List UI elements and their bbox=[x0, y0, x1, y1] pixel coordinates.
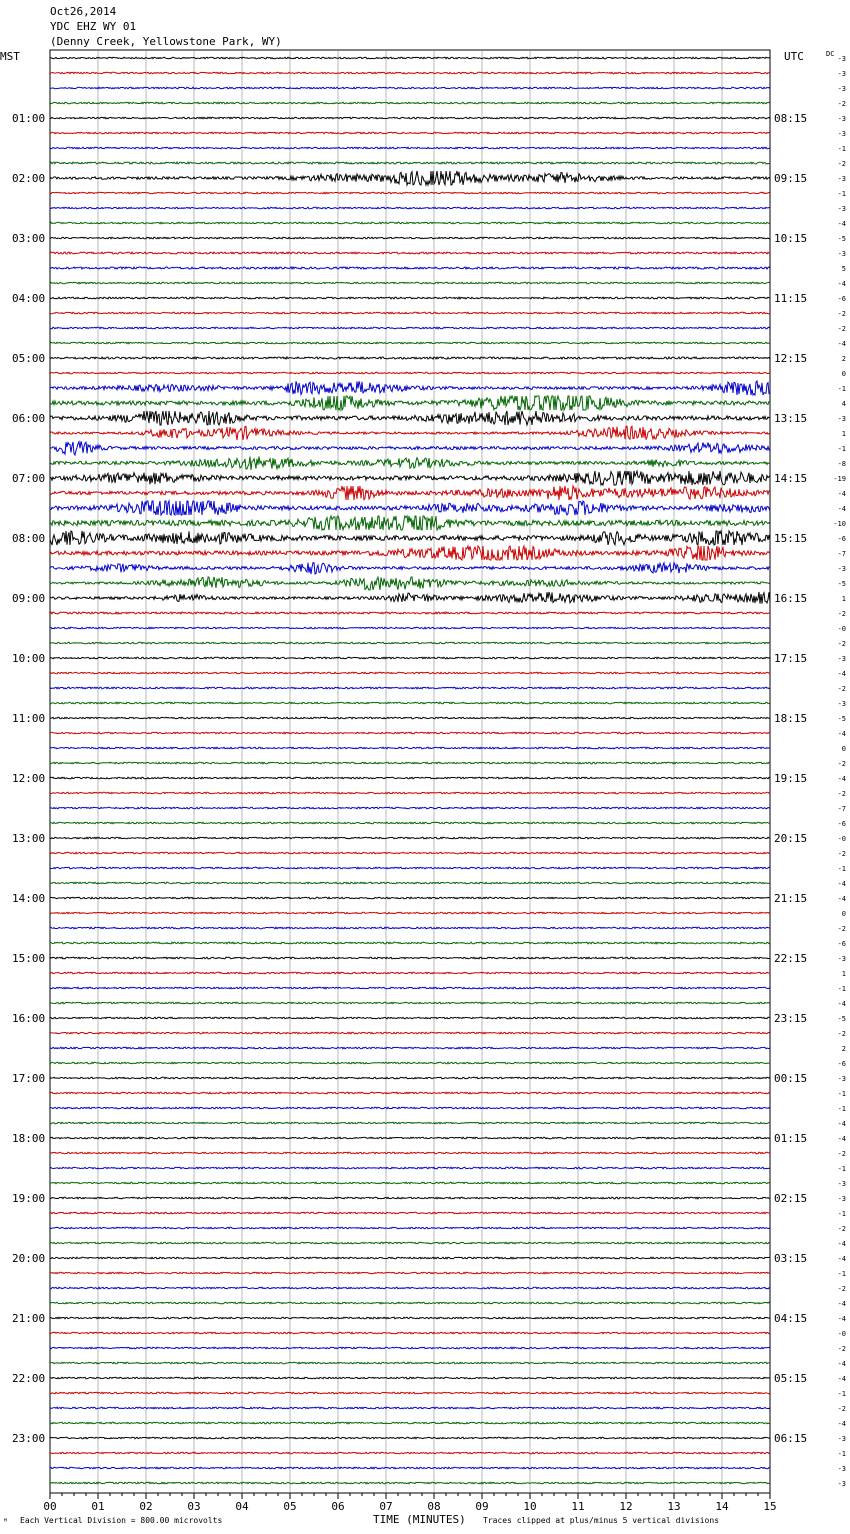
dc-offset-label: -4 bbox=[837, 730, 846, 738]
dc-offset-label: -3 bbox=[837, 655, 846, 663]
dc-offset-label: -2 bbox=[837, 100, 846, 108]
dc-offset-label: -1 bbox=[837, 445, 846, 453]
dc-offset-label: -3 bbox=[837, 565, 846, 573]
dc-label: DC bbox=[826, 50, 835, 58]
trace-row bbox=[50, 762, 770, 764]
dc-offset-label: -4 bbox=[837, 490, 846, 498]
trace-row bbox=[50, 1317, 770, 1319]
trace-row bbox=[50, 1242, 770, 1244]
trace-row bbox=[50, 411, 770, 425]
trace-row bbox=[50, 117, 770, 119]
dc-offset-label: -4 bbox=[837, 1135, 846, 1143]
dc-offset-label: -3 bbox=[837, 130, 846, 138]
mst-hour-label: 15:00 bbox=[12, 952, 46, 965]
dc-offset-label: -6 bbox=[837, 820, 846, 828]
trace-row bbox=[50, 897, 770, 899]
trace-row bbox=[50, 381, 770, 395]
mst-hour-label: 01:00 bbox=[12, 112, 46, 125]
dc-offset-label: -5 bbox=[837, 715, 846, 723]
dc-offset-label: -4 bbox=[837, 280, 846, 288]
utc-hour-label: 20:15 bbox=[774, 832, 808, 845]
scale-note: Each Vertical Division = 800.00 microvolts bbox=[20, 1516, 223, 1525]
x-tick-label: 03 bbox=[187, 1500, 201, 1513]
dc-offset-label: -3 bbox=[837, 115, 846, 123]
dc-offset-label: -3 bbox=[837, 955, 846, 963]
dc-offset-label: -2 bbox=[837, 1225, 846, 1233]
dc-offset-label: -3 bbox=[837, 250, 846, 258]
dc-offset-label: -1 bbox=[837, 1390, 846, 1398]
trace-row bbox=[50, 1452, 770, 1454]
x-tick-label: 07 bbox=[379, 1500, 393, 1513]
x-tick-label: 02 bbox=[139, 1500, 153, 1513]
dc-offset-label: -4 bbox=[837, 1375, 846, 1383]
trace-row bbox=[50, 207, 770, 209]
trace-row bbox=[50, 702, 770, 704]
dc-offset-label: 1 bbox=[841, 595, 846, 603]
trace-row bbox=[50, 87, 770, 89]
trace-row bbox=[50, 577, 770, 590]
mst-hour-label: 02:00 bbox=[12, 172, 46, 185]
trace-row bbox=[50, 162, 770, 164]
mst-hour-label: 10:00 bbox=[12, 652, 46, 665]
dc-offset-label: -0 bbox=[837, 625, 846, 633]
trace-row bbox=[50, 957, 770, 959]
trace-row bbox=[50, 531, 770, 545]
trace-row bbox=[50, 1302, 770, 1304]
trace-row bbox=[50, 1467, 770, 1469]
trace-row bbox=[50, 456, 770, 470]
trace-row bbox=[50, 1212, 770, 1214]
trace-row bbox=[50, 792, 770, 794]
trace-row bbox=[50, 501, 770, 515]
mst-hour-label: 19:00 bbox=[12, 1192, 46, 1205]
trace-row bbox=[50, 1287, 770, 1289]
trace-row bbox=[50, 563, 770, 574]
dc-offset-label: -6 bbox=[837, 1060, 846, 1068]
trace-row bbox=[50, 192, 770, 194]
header-date: Oct26,2014 bbox=[50, 5, 117, 18]
trace-row bbox=[50, 1257, 770, 1259]
plot-frame bbox=[50, 50, 770, 1493]
header-station: YDC EHZ WY 01 bbox=[50, 20, 137, 33]
trace-row bbox=[50, 912, 770, 914]
x-tick-label: 10 bbox=[523, 1500, 537, 1513]
mst-hour-label: 08:00 bbox=[12, 532, 46, 545]
dc-offset-label: -4 bbox=[837, 670, 846, 678]
dc-offset-label: -1 bbox=[837, 1450, 846, 1458]
trace-row bbox=[50, 1122, 770, 1124]
dc-offset-label: -10 bbox=[833, 520, 846, 528]
utc-hour-label: 13:15 bbox=[774, 412, 808, 425]
dc-offset-label: 0 bbox=[841, 910, 846, 918]
trace-row bbox=[50, 1062, 770, 1064]
dc-offset-labels bbox=[833, 55, 846, 1488]
x-tick-label: 01 bbox=[91, 1500, 105, 1513]
trace-row bbox=[50, 1392, 770, 1394]
x-tick-label: 13 bbox=[667, 1500, 681, 1513]
utc-hour-label: 22:15 bbox=[774, 952, 808, 965]
dc-offset-label: -3 bbox=[837, 700, 846, 708]
mst-hour-label: 17:00 bbox=[12, 1072, 46, 1085]
utc-hour-label: 17:15 bbox=[774, 652, 808, 665]
mst-hour-labels bbox=[12, 112, 45, 1445]
trace-row bbox=[50, 441, 770, 455]
x-tick-label: 08 bbox=[427, 1500, 441, 1513]
trace-row bbox=[50, 1422, 770, 1424]
dc-offset-label: -7 bbox=[837, 550, 846, 558]
dc-offset-label: -4 bbox=[837, 1300, 846, 1308]
trace-row bbox=[50, 1017, 770, 1019]
dc-offset-label: -3 bbox=[837, 175, 846, 183]
trace-row bbox=[50, 1272, 770, 1274]
trace-row bbox=[50, 822, 770, 824]
trace-row bbox=[50, 1347, 770, 1349]
trace-row bbox=[50, 1437, 770, 1439]
dc-offset-label: -6 bbox=[837, 295, 846, 303]
dc-offset-label: -2 bbox=[837, 610, 846, 618]
trace-row bbox=[50, 942, 770, 944]
mst-hour-label: 16:00 bbox=[12, 1012, 46, 1025]
mst-hour-label: 06:00 bbox=[12, 412, 46, 425]
utc-hour-label: 23:15 bbox=[774, 1012, 808, 1025]
x-tick-label: 15 bbox=[763, 1500, 777, 1513]
dc-offset-label: 2 bbox=[841, 355, 846, 363]
trace-row bbox=[50, 867, 770, 869]
trace-row bbox=[50, 342, 770, 344]
dc-offset-label: -3 bbox=[837, 70, 846, 78]
dc-offset-label: -1 bbox=[837, 865, 846, 873]
dc-offset-label: -19 bbox=[833, 475, 846, 483]
utc-hour-labels bbox=[774, 112, 807, 1445]
trace-row bbox=[50, 546, 770, 560]
trace-row bbox=[50, 747, 770, 749]
trace-row bbox=[50, 357, 770, 359]
dc-offset-label: -2 bbox=[837, 1285, 846, 1293]
x-tick-label: 06 bbox=[331, 1500, 345, 1513]
dc-offset-label: -2 bbox=[837, 1030, 846, 1038]
dc-offset-label: -2 bbox=[837, 325, 846, 333]
dc-offset-label: -4 bbox=[837, 1360, 846, 1368]
trace-group bbox=[50, 57, 770, 1484]
trace-row bbox=[50, 1407, 770, 1409]
trace-row bbox=[50, 1047, 770, 1049]
dc-offset-label: -3 bbox=[837, 205, 846, 213]
dc-offset-label: -8 bbox=[837, 460, 846, 468]
x-tick-label: 05 bbox=[283, 1500, 297, 1513]
trace-row bbox=[50, 1167, 770, 1169]
trace-row bbox=[50, 1152, 770, 1154]
trace-row bbox=[50, 486, 770, 500]
dc-offset-label: -3 bbox=[837, 415, 846, 423]
dc-offset-label: -4 bbox=[837, 1120, 846, 1128]
dc-offset-label: -3 bbox=[837, 1435, 846, 1443]
dc-offset-label: -3 bbox=[837, 85, 846, 93]
dc-offset-label: -2 bbox=[837, 1405, 846, 1413]
utc-hour-label: 01:15 bbox=[774, 1132, 808, 1145]
utc-hour-label: 18:15 bbox=[774, 712, 808, 725]
dc-offset-label: -2 bbox=[837, 160, 846, 168]
x-tick-label: 14 bbox=[715, 1500, 729, 1513]
utc-hour-label: 14:15 bbox=[774, 472, 808, 485]
minute-grid bbox=[50, 50, 770, 1493]
utc-hour-label: 03:15 bbox=[774, 1252, 808, 1265]
dc-offset-label: -6 bbox=[837, 535, 846, 543]
utc-hour-label: 16:15 bbox=[774, 592, 808, 605]
utc-hour-label: 21:15 bbox=[774, 892, 808, 905]
utc-hour-label: 12:15 bbox=[774, 352, 808, 365]
dc-offset-label: -0 bbox=[837, 835, 846, 843]
trace-row bbox=[50, 882, 770, 884]
dc-offset-label: -1 bbox=[837, 1165, 846, 1173]
dc-offset-label: -3 bbox=[837, 1465, 846, 1473]
dc-offset-label: -4 bbox=[837, 775, 846, 783]
trace-row bbox=[50, 132, 770, 134]
trace-row bbox=[50, 372, 770, 374]
trace-row bbox=[50, 1332, 770, 1334]
x-tick-label: 09 bbox=[475, 1500, 489, 1513]
right-axis-label: UTC bbox=[784, 50, 804, 63]
dc-offset-label: -1 bbox=[837, 1210, 846, 1218]
trace-row bbox=[50, 732, 770, 734]
dc-offset-label: -4 bbox=[837, 220, 846, 228]
left-axis-label: MST bbox=[0, 50, 20, 63]
dc-offset-label: 2 bbox=[841, 1045, 846, 1053]
scale-mark-icon: ᴹ bbox=[3, 1517, 8, 1526]
mst-hour-label: 23:00 bbox=[12, 1432, 46, 1445]
trace-row bbox=[50, 852, 770, 854]
mst-hour-label: 07:00 bbox=[12, 472, 46, 485]
dc-offset-label: -4 bbox=[837, 1255, 846, 1263]
utc-hour-label: 02:15 bbox=[774, 1192, 808, 1205]
trace-row bbox=[50, 1362, 770, 1364]
dc-offset-label: -2 bbox=[837, 1150, 846, 1158]
trace-row bbox=[50, 672, 770, 674]
mst-hour-label: 11:00 bbox=[12, 712, 46, 725]
mst-hour-label: 13:00 bbox=[12, 832, 46, 845]
trace-row bbox=[50, 1077, 770, 1079]
utc-hour-label: 19:15 bbox=[774, 772, 808, 785]
dc-offset-label: -4 bbox=[837, 1000, 846, 1008]
x-tick-label: 04 bbox=[235, 1500, 249, 1513]
trace-row bbox=[50, 1182, 770, 1184]
mst-hour-label: 03:00 bbox=[12, 232, 46, 245]
utc-hour-label: 10:15 bbox=[774, 232, 808, 245]
time-axis bbox=[43, 1493, 776, 1513]
dc-offset-label: -2 bbox=[837, 925, 846, 933]
trace-row bbox=[50, 312, 770, 314]
dc-offset-label: -1 bbox=[837, 1090, 846, 1098]
dc-offset-label: -3 bbox=[837, 55, 846, 63]
utc-hour-label: 06:15 bbox=[774, 1432, 808, 1445]
dc-offset-label: -0 bbox=[837, 1330, 846, 1338]
dc-offset-label: -2 bbox=[837, 310, 846, 318]
utc-hour-label: 08:15 bbox=[774, 112, 808, 125]
dc-offset-label: -2 bbox=[837, 685, 846, 693]
trace-row bbox=[50, 657, 770, 659]
trace-row bbox=[50, 1107, 770, 1109]
trace-row bbox=[50, 516, 770, 530]
trace-row bbox=[50, 612, 770, 614]
dc-offset-label: -2 bbox=[837, 760, 846, 768]
trace-row bbox=[50, 1137, 770, 1139]
mst-hour-label: 22:00 bbox=[12, 1372, 46, 1385]
trace-row bbox=[50, 426, 770, 440]
trace-row bbox=[50, 927, 770, 929]
dc-offset-label: -4 bbox=[837, 1240, 846, 1248]
x-tick-label: 12 bbox=[619, 1500, 633, 1513]
trace-row bbox=[50, 717, 770, 719]
trace-row bbox=[50, 1092, 770, 1094]
trace-row bbox=[50, 282, 770, 284]
trace-row bbox=[50, 1197, 770, 1199]
trace-row bbox=[50, 837, 770, 839]
trace-row bbox=[50, 592, 770, 604]
trace-row bbox=[50, 72, 770, 74]
dc-offset-label: -4 bbox=[837, 895, 846, 903]
dc-offset-label: 4 bbox=[841, 400, 846, 408]
dc-offset-label: -1 bbox=[837, 1270, 846, 1278]
dc-offset-label: -6 bbox=[837, 940, 846, 948]
utc-hour-label: 11:15 bbox=[774, 292, 808, 305]
mst-hour-label: 18:00 bbox=[12, 1132, 46, 1145]
dc-offset-label: -5 bbox=[837, 580, 846, 588]
trace-row bbox=[50, 972, 770, 974]
dc-offset-label: 0 bbox=[841, 370, 846, 378]
dc-offset-label: -5 bbox=[837, 235, 846, 243]
trace-row bbox=[50, 396, 770, 410]
x-tick-label: 00 bbox=[43, 1500, 57, 1513]
trace-row bbox=[50, 807, 770, 809]
mst-hour-label: 05:00 bbox=[12, 352, 46, 365]
dc-offset-label: -4 bbox=[837, 880, 846, 888]
trace-row bbox=[50, 987, 770, 989]
trace-row bbox=[50, 297, 770, 299]
dc-offset-label: -4 bbox=[837, 1420, 846, 1428]
dc-offset-label: -2 bbox=[837, 790, 846, 798]
trace-row bbox=[50, 147, 770, 149]
dc-offset-label: -1 bbox=[837, 190, 846, 198]
mst-hour-label: 12:00 bbox=[12, 772, 46, 785]
trace-row bbox=[50, 627, 770, 629]
utc-hour-label: 05:15 bbox=[774, 1372, 808, 1385]
mst-hour-label: 04:00 bbox=[12, 292, 46, 305]
trace-row bbox=[50, 1227, 770, 1229]
mst-hour-label: 20:00 bbox=[12, 1252, 46, 1265]
dc-offset-label: -7 bbox=[837, 805, 846, 813]
dc-offset-label: 5 bbox=[841, 265, 846, 273]
utc-hour-label: 00:15 bbox=[774, 1072, 808, 1085]
dc-offset-label: -1 bbox=[837, 1105, 846, 1113]
header-location: (Denny Creek, Yellowstone Park, WY) bbox=[50, 35, 282, 48]
trace-row bbox=[50, 1002, 770, 1004]
trace-row bbox=[50, 327, 770, 329]
dc-offset-label: 1 bbox=[841, 430, 846, 438]
trace-row bbox=[50, 222, 770, 224]
trace-row bbox=[50, 687, 770, 689]
dc-offset-label: -1 bbox=[837, 985, 846, 993]
dc-offset-label: 0 bbox=[841, 745, 846, 753]
dc-offset-label: -4 bbox=[837, 505, 846, 513]
trace-row bbox=[50, 777, 770, 779]
dc-offset-label: 1 bbox=[841, 970, 846, 978]
trace-row bbox=[50, 471, 770, 485]
dc-offset-label: -3 bbox=[837, 1480, 846, 1488]
utc-hour-label: 15:15 bbox=[774, 532, 808, 545]
clip-note: Traces clipped at plus/minus 5 vertical divisions bbox=[483, 1516, 720, 1525]
utc-hour-label: 04:15 bbox=[774, 1312, 808, 1325]
trace-row bbox=[50, 252, 770, 254]
dc-offset-label: -4 bbox=[837, 340, 846, 348]
dc-offset-label: -5 bbox=[837, 1015, 846, 1023]
dc-offset-label: -4 bbox=[837, 1315, 846, 1323]
dc-offset-label: -2 bbox=[837, 1345, 846, 1353]
dc-offset-label: -3 bbox=[837, 1180, 846, 1188]
x-tick-label: 11 bbox=[571, 1500, 585, 1513]
trace-row bbox=[50, 1032, 770, 1034]
trace-row bbox=[50, 267, 770, 269]
mst-hour-label: 14:00 bbox=[12, 892, 46, 905]
trace-row bbox=[50, 171, 770, 185]
dc-offset-label: -2 bbox=[837, 640, 846, 648]
utc-hour-label: 09:15 bbox=[774, 172, 808, 185]
trace-row bbox=[50, 237, 770, 239]
mst-hour-label: 09:00 bbox=[12, 592, 46, 605]
dc-offset-label: -2 bbox=[837, 850, 846, 858]
trace-row bbox=[50, 102, 770, 104]
mst-hour-label: 21:00 bbox=[12, 1312, 46, 1325]
dc-offset-label: -3 bbox=[837, 1075, 846, 1083]
trace-row bbox=[50, 1377, 770, 1379]
dc-offset-label: -1 bbox=[837, 385, 846, 393]
dc-offset-label: -1 bbox=[837, 145, 846, 153]
dc-offset-label: -3 bbox=[837, 1195, 846, 1203]
trace-row bbox=[50, 1482, 770, 1484]
trace-row bbox=[50, 642, 770, 644]
trace-row bbox=[50, 57, 770, 59]
x-axis-label: TIME (MINUTES) bbox=[373, 1513, 466, 1526]
